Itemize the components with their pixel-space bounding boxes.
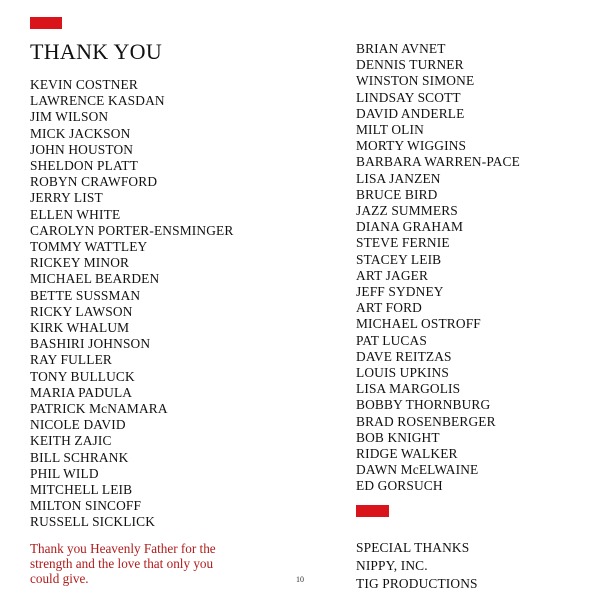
thank-you-name: CAROLYN PORTER-ENSMINGER: [30, 222, 234, 238]
special-thanks-line: NIPPY, INC.: [356, 558, 428, 573]
thank-you-name: ART JAGER: [356, 267, 429, 283]
thank-you-name: JOHN HOUSTON: [30, 141, 134, 157]
thank-you-name: WINSTON SIMONE: [356, 73, 475, 89]
thank-you-name: LISA MARGOLIS: [356, 381, 461, 397]
special-thanks-line: TIG PRODUCTIONS: [356, 576, 478, 591]
left-name-list: [30, 77, 233, 531]
thank-you-name: PAT LUCAS: [356, 332, 427, 348]
thank-you-name: MILTON SINCOFF: [30, 498, 142, 514]
red-accent-bar: [356, 505, 389, 517]
page-number: 10: [296, 575, 304, 584]
thank-you-name: KEVIN COSTNER: [30, 77, 138, 92]
thank-you-name: LOUIS UPKINS: [356, 365, 449, 381]
thank-you-name: BRAD ROSENBERGER: [356, 413, 496, 429]
thank-you-name: ELLEN WHITE: [30, 206, 121, 222]
thank-you-name: RAY FULLER: [30, 352, 112, 368]
thank-you-name: STACEY LEIB: [356, 251, 442, 267]
dedication-text: Thank you Heavenly Father for the strength and the love that only you could give.: [30, 541, 216, 587]
thank-you-name: DIANA GRAHAM: [356, 219, 464, 235]
thank-you-name: BASHIRI JOHNSON: [30, 336, 151, 352]
thank-you-name: MARIA PADULA: [30, 384, 133, 400]
thank-you-name: RUSSELL SICKLICK: [30, 514, 156, 530]
thank-you-name: RICKEY MINOR: [30, 255, 130, 271]
thank-you-name: MITCHELL LEIB: [30, 482, 133, 498]
thank-you-name: PATRICK McNAMARA: [30, 401, 168, 417]
thank-you-name: KEITH ZAJIC: [30, 433, 112, 449]
thank-you-name: JERRY LIST: [30, 190, 103, 206]
thank-you-name: BRIAN AVNET: [356, 41, 446, 56]
page-title: THANK YOU: [30, 39, 163, 64]
thank-you-name: LISA JANZEN: [356, 170, 441, 186]
thank-you-name: NICOLE DAVID: [30, 417, 126, 433]
thank-you-name: TOMMY WATTLEY: [30, 239, 148, 255]
thank-you-name: STEVE FERNIE: [356, 235, 450, 251]
thank-you-name: ART FORD: [356, 300, 423, 316]
thank-you-name: MORTY WIGGINS: [356, 138, 467, 154]
thank-you-name: BARBARA WARREN-PACE: [356, 154, 520, 170]
thank-you-name: BOB KNIGHT: [356, 429, 440, 445]
thank-you-name: JEFF SYDNEY: [356, 284, 444, 300]
thank-you-name: LAWRENCE KASDAN: [30, 93, 165, 109]
thank-you-name: DAWN McELWAINE: [356, 462, 479, 478]
special-thanks-list: [356, 539, 478, 593]
thank-you-name: DENNIS TURNER: [356, 57, 464, 73]
thank-you-name: RIDGE WALKER: [356, 446, 458, 462]
thank-you-name: DAVID ANDERLE: [356, 105, 465, 121]
thank-you-name: BRUCE BIRD: [356, 186, 438, 202]
thank-you-name: ROBYN CRAWFORD: [30, 174, 158, 190]
thank-you-name: TONY BULLUCK: [30, 368, 135, 384]
special-thanks-line: SPECIAL THANKS: [356, 540, 470, 555]
thank-you-name: SHELDON PLATT: [30, 158, 138, 174]
thank-you-name: MICHAEL BEARDEN: [30, 271, 160, 287]
thank-you-name: JIM WILSON: [30, 109, 109, 125]
thank-you-name: LINDSAY SCOTT: [356, 89, 461, 105]
thank-you-name: ED GORSUCH: [356, 478, 443, 494]
thank-you-name: PHIL WILD: [30, 465, 99, 481]
thank-you-name: BILL SCHRANK: [30, 449, 129, 465]
thank-you-name: BOBBY THORNBURG: [356, 397, 491, 413]
thank-you-name: JAZZ SUMMERS: [356, 203, 458, 219]
thank-you-name: MILT OLIN: [356, 122, 424, 138]
red-accent-bar: [30, 17, 62, 29]
thank-you-name: DAVE REITZAS: [356, 348, 452, 364]
thank-you-name: MICK JACKSON: [30, 125, 131, 141]
thank-you-name: MICHAEL OSTROFF: [356, 316, 481, 332]
thank-you-name: KIRK WHALUM: [30, 320, 130, 336]
thank-you-name: BETTE SUSSMAN: [30, 287, 141, 303]
right-name-list: [356, 41, 520, 495]
thank-you-name: RICKY LAWSON: [30, 303, 133, 319]
